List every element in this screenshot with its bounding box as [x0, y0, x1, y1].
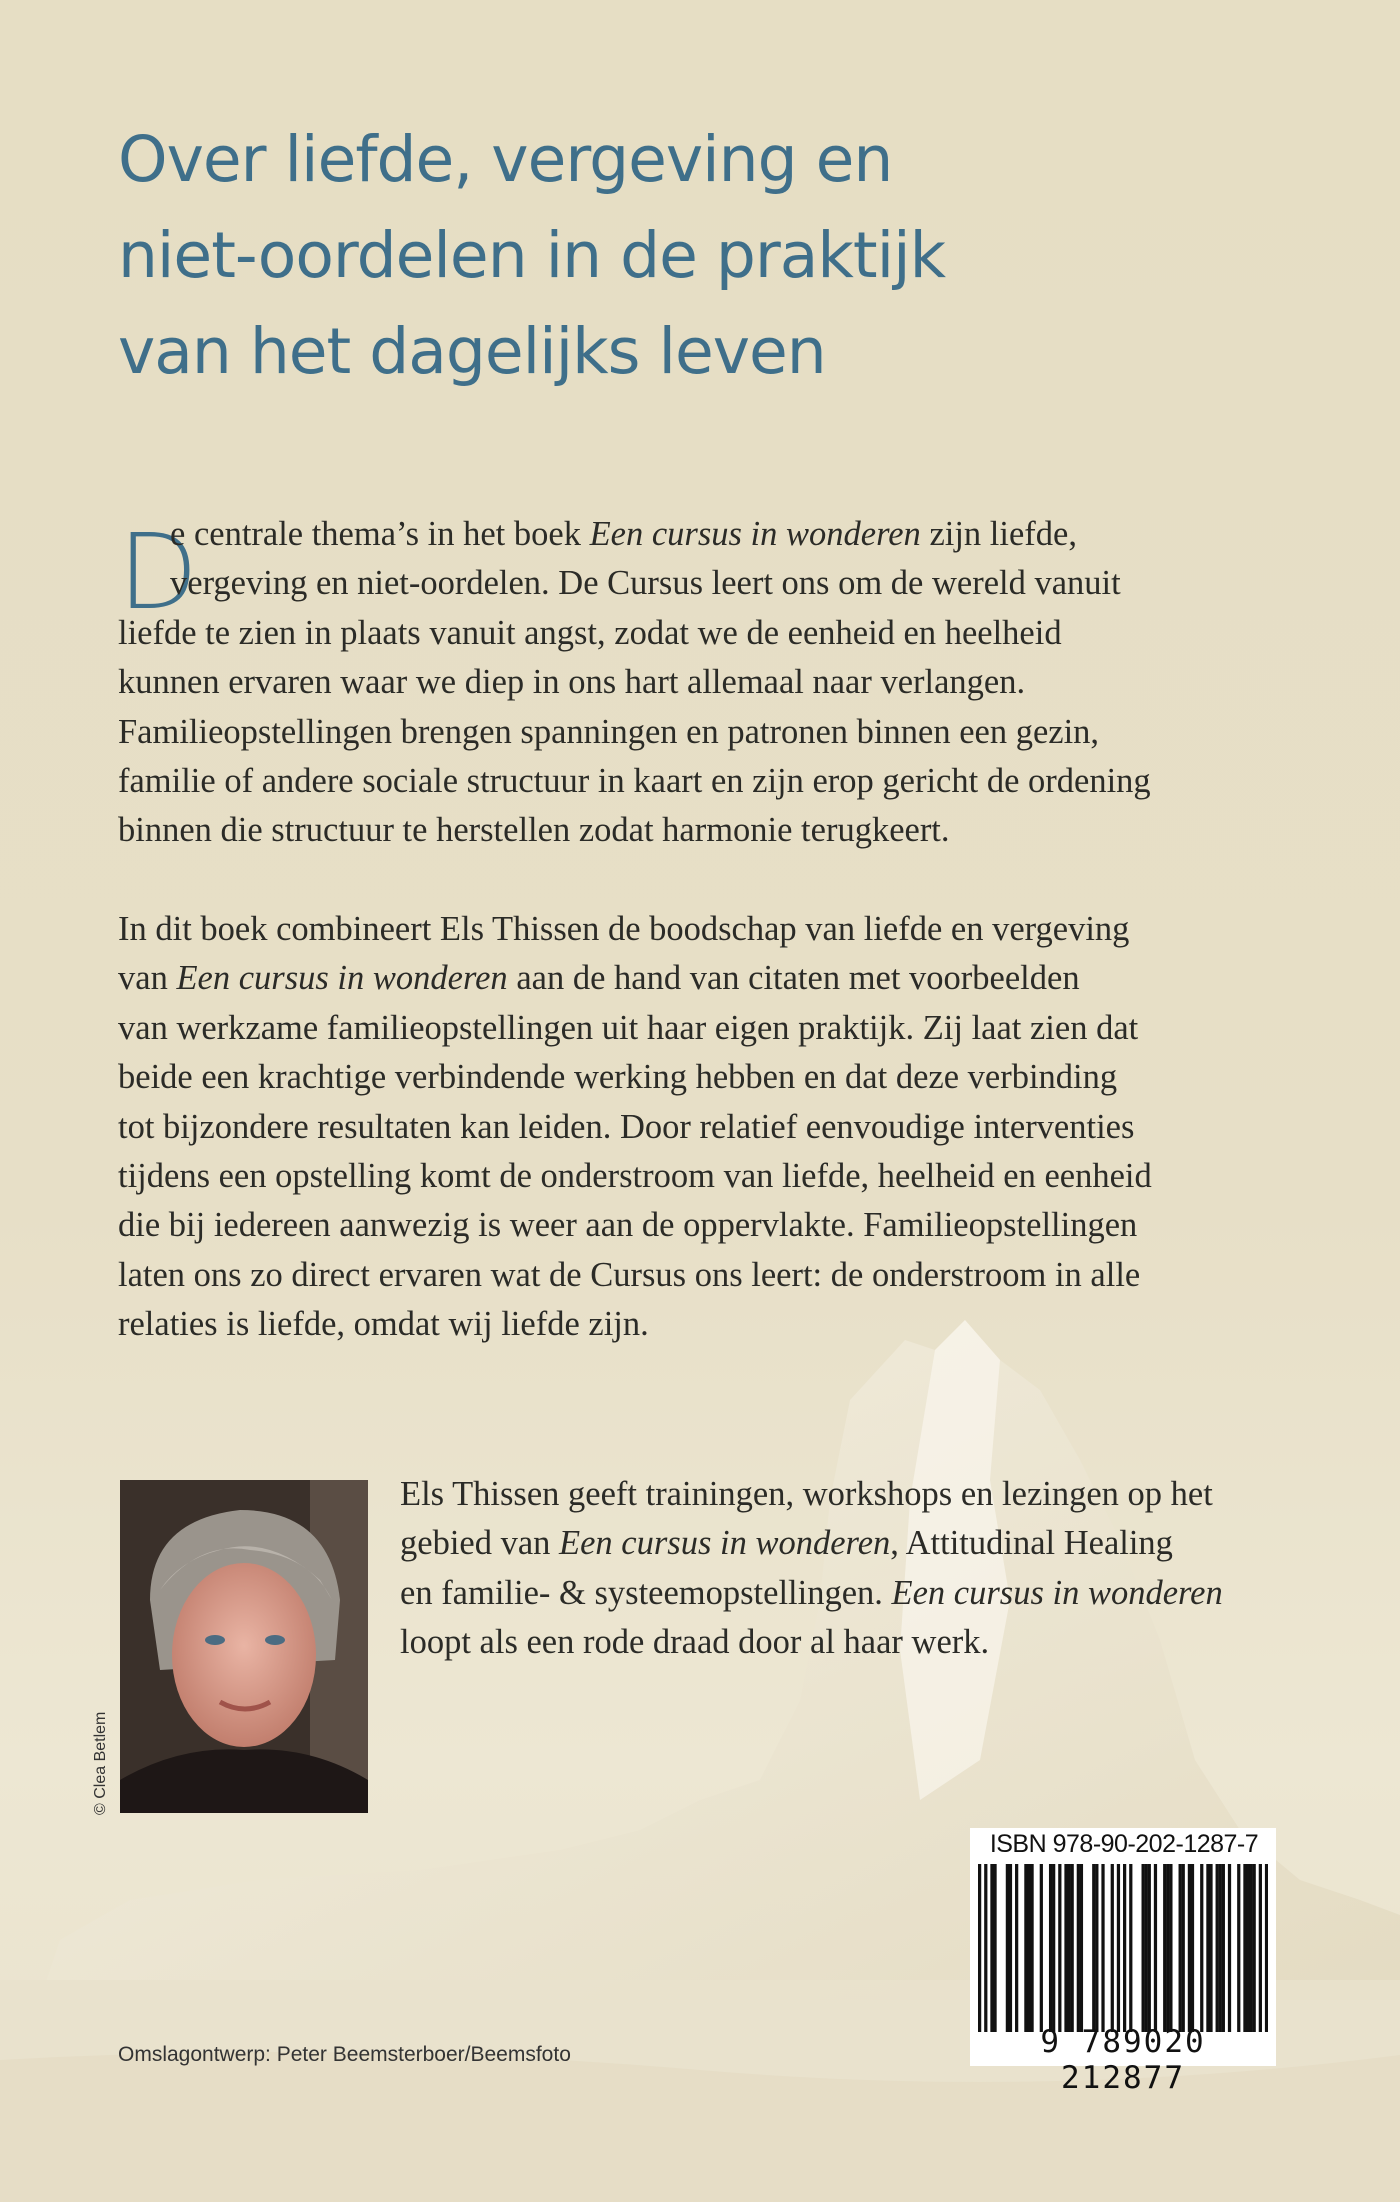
- tagline-line: Over liefde, vergeving en: [118, 123, 893, 196]
- isbn-label: ISBN 978-90-202-1287-7: [989, 1830, 1259, 1858]
- text-line: vergeving en niet-oordelen. De Cursus leert ons om de wereld vanuit: [170, 564, 1121, 603]
- text-line: familie of andere sociale structuur in kaart en zijn erop gericht de ordening: [118, 761, 1151, 800]
- barcode-bar: [1148, 1864, 1151, 2032]
- barcode-bar: [1206, 1864, 1209, 2032]
- text-line: kunnen ervaren waar we diep in ons hart allemaal naar verlangen.: [118, 663, 1026, 702]
- barcode-box: [970, 1828, 1276, 2096]
- drop-cap: D: [118, 511, 199, 633]
- barcode-bar: [1163, 1864, 1166, 2032]
- cover-design-credit: Omslagontwerp: Peter Beemsterboer/Beemsfoto: [118, 2043, 571, 2066]
- barcode-bar: [1123, 1864, 1126, 2032]
- barcode-bar: [1209, 1864, 1212, 2032]
- description-paragraph: [118, 905, 1268, 1350]
- text-line: gebied van Een cursus in wonderen, Attitudinal Healing: [400, 1524, 1173, 1563]
- book-title: Een cursus in wonderen: [176, 959, 508, 998]
- author-bio: [400, 1470, 1280, 1668]
- barcode-bar: [1142, 1864, 1145, 2032]
- text-line: die bij iedereen aanwezig is weer aan de oppervlakte. Familieopstellingen: [118, 1206, 1138, 1245]
- author-photo: [120, 1480, 368, 1813]
- barcode-bar: [993, 1864, 996, 2032]
- barcode-bar: [1222, 1864, 1225, 2032]
- barcode-bar: [1246, 1864, 1249, 2032]
- barcode-bar: [1117, 1864, 1120, 2032]
- book-title: Een cursus in wonderen: [559, 1524, 891, 1563]
- barcode-bar: [1249, 1864, 1252, 2032]
- barcode-bar: [1265, 1864, 1268, 2032]
- barcode-bar: [1219, 1864, 1222, 2032]
- tagline: [118, 112, 1298, 400]
- text-line: Els Thissen geeft trainingen, workshops en lezingen op het: [400, 1475, 1213, 1513]
- text-line: van Een cursus in wonderen aan de hand van citaten met voorbeelden: [118, 959, 1080, 998]
- text-line: relaties is liefde, omdat wij liefde zijn.: [118, 1305, 649, 1344]
- barcode-bar: [1095, 1864, 1098, 2032]
- text-line: tot bijzondere resultaten kan leiden. Door relatief eenvoudige interventies: [118, 1107, 1135, 1146]
- barcode-bar: [1182, 1864, 1185, 2032]
- barcode-bar: [1101, 1864, 1104, 2032]
- tagline-line: niet-oordelen in de praktijk: [118, 219, 946, 292]
- text-line: beide een krachtige verbindende werking hebben en dat deze verbinding: [118, 1058, 1118, 1097]
- tagline-line: van het dagelijks leven: [118, 315, 826, 388]
- text-line: en familie- & systeemopstellingen. Een cursus in wonderen: [400, 1573, 1223, 1612]
- text-line: tijdens een opstelling komt de onderstroom van liefde, heelheid en eenheid: [118, 1156, 1152, 1195]
- barcode-bar: [1111, 1864, 1114, 2032]
- barcode-bar: [1077, 1864, 1080, 2032]
- barcode: [978, 1864, 1268, 2032]
- barcode-bar: [1145, 1864, 1148, 2032]
- barcode-bar: [1071, 1864, 1074, 2032]
- book-title: Een cursus in wonderen: [589, 515, 921, 553]
- text-line: binnen die structuur te herstellen zodat harmonie terugkeert.: [118, 811, 950, 850]
- barcode-bar: [1188, 1864, 1191, 2032]
- barcode-bar: [1092, 1864, 1095, 2032]
- barcode-bar: [1052, 1864, 1055, 2032]
- text-line: van werkzame familieopstellingen uit haar eigen praktijk. Zij laat zien dat: [118, 1008, 1139, 1047]
- text-line: e centrale thema’s in het boek Een cursus in wonderen zijn liefde,: [170, 515, 1077, 553]
- barcode-bar: [1243, 1864, 1246, 2032]
- text-line: liefde te zien in plaats vanuit angst, zodat we de eenheid en heelheid: [118, 613, 1062, 652]
- barcode-bar: [1006, 1864, 1009, 2032]
- barcode-bar: [1040, 1864, 1043, 2032]
- barcode-bar: [1216, 1864, 1219, 2032]
- barcode-bar: [1259, 1864, 1262, 2032]
- barcode-bar: [1080, 1864, 1083, 2032]
- text-line: laten ons zo direct ervaren wat de Cursus ons leert: de onderstroom in alle: [118, 1255, 1141, 1294]
- barcode-bar: [1064, 1864, 1067, 2032]
- barcode-bar: [1253, 1864, 1256, 2032]
- book-title: Een cursus in wonderen: [891, 1573, 1223, 1612]
- barcode-bar: [1179, 1864, 1182, 2032]
- barcode-bar: [1067, 1864, 1070, 2032]
- barcode-bar: [1009, 1864, 1012, 2032]
- photo-credit: © Clea Betlem: [92, 1711, 109, 1815]
- barcode-number: 9 789020 212877: [1040, 2024, 1206, 2096]
- barcode-bar: [1027, 1864, 1030, 2032]
- barcode-bar: [1129, 1864, 1132, 2032]
- barcode-bar: [1015, 1864, 1018, 2032]
- barcode-bar: [1191, 1864, 1194, 2032]
- barcode-bar: [1166, 1864, 1169, 2032]
- barcode-bar: [990, 1864, 993, 2032]
- barcode-bar: [984, 1864, 987, 2032]
- barcode-bar: [1228, 1864, 1231, 2032]
- barcode-bar: [1030, 1864, 1033, 2032]
- barcode-bar: [1200, 1864, 1203, 2032]
- barcode-bar: [1024, 1864, 1027, 2032]
- intro-paragraph: [118, 510, 1268, 856]
- barcode-bar: [1169, 1864, 1172, 2032]
- text-line: Familieopstellingen brengen spanningen en patronen binnen een gezin,: [118, 712, 1100, 751]
- barcode-bar: [1058, 1864, 1061, 2032]
- text-line: loopt als een rode draad door al haar werk.: [400, 1623, 990, 1662]
- barcode-bar: [1237, 1864, 1240, 2032]
- barcode-bar: [1154, 1864, 1157, 2032]
- text-line: In dit boek combineert Els Thissen de boodschap van liefde en vergeving: [118, 910, 1130, 948]
- barcode-bar: [1049, 1864, 1052, 2032]
- barcode-bar: [978, 1864, 981, 2032]
